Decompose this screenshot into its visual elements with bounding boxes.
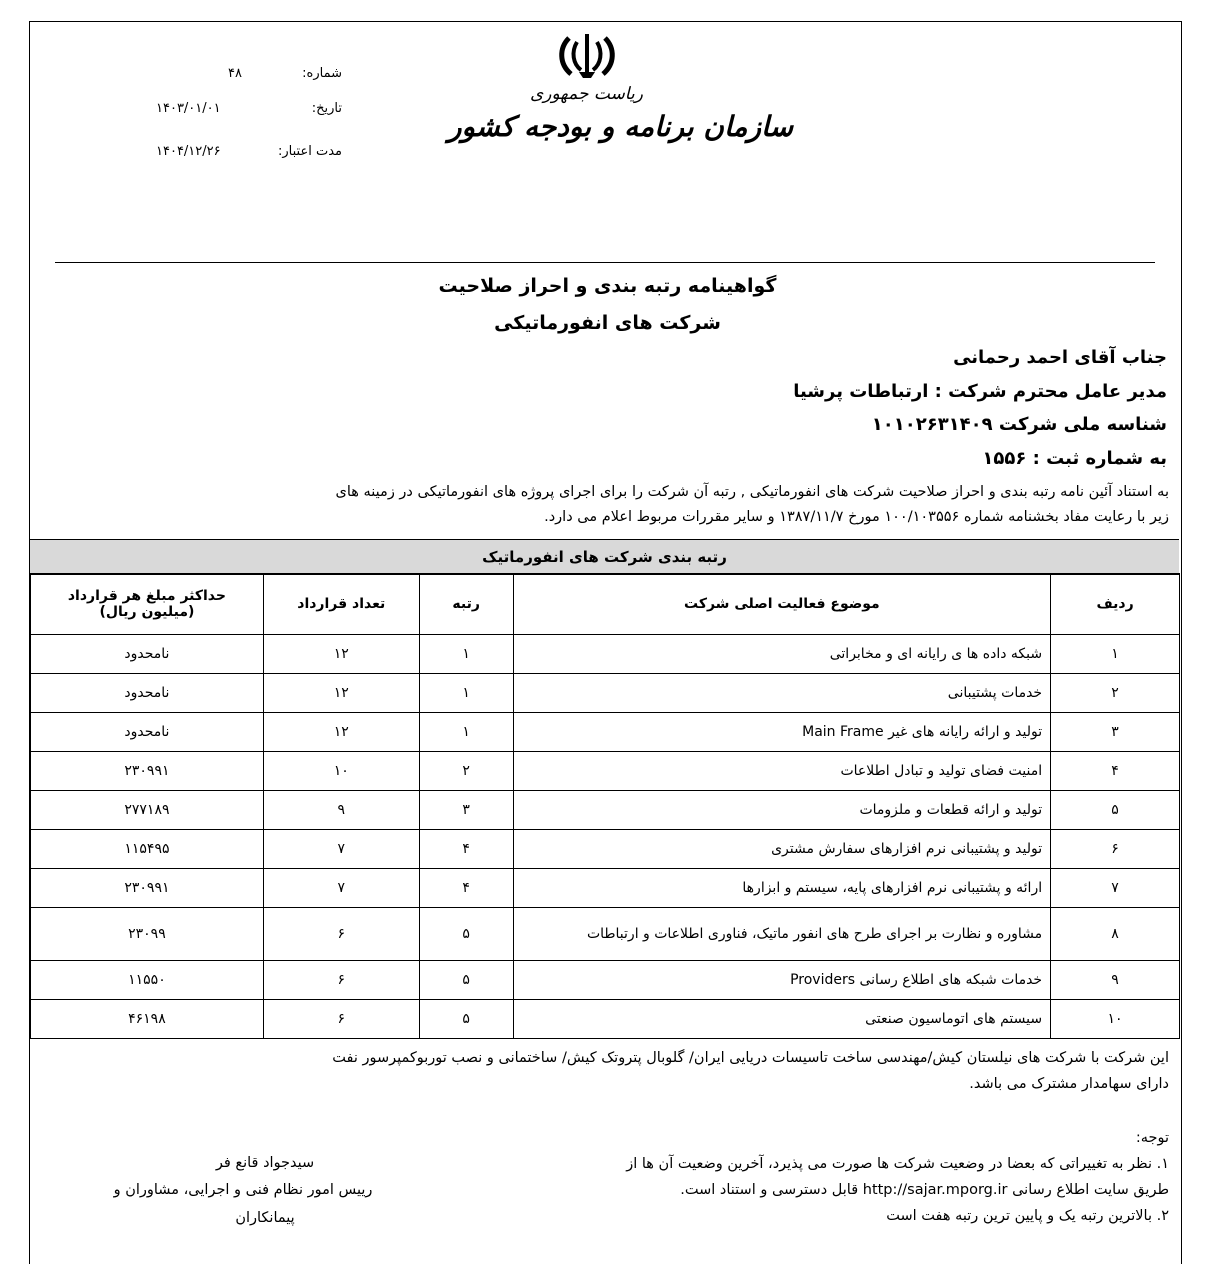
letter-validity-label: مدت اعتبار: [278,144,342,159]
cell-contract-count: ۹ [263,791,419,830]
cell-row-number: ۳ [1051,713,1180,752]
note-2: ۲. بالاترین رتبه یک و پایین ترین رتبه هفت است [886,1208,1169,1224]
signer-name: سیدجواد قانع فر [215,1155,315,1171]
signer-title-line-1: رییس امور نظام فنی و اجرایی، مشاوران و [113,1182,373,1198]
cell-rank: ۴ [419,869,513,908]
note-title: توجه: [1135,1130,1169,1146]
cell-max-amount: ۲۷۷۱۸۹ [31,791,264,830]
table-row [31,1000,1180,1039]
cell-contract-count: ۱۲ [263,713,419,752]
table-row [31,791,1180,830]
emblem-icon [555,30,619,80]
table-row [31,869,1180,908]
table-title: رتبه بندی شرکت های انفورماتیک [30,539,1179,575]
cell-row-number: ۱۰ [1051,1000,1180,1039]
cell-rank: ۵ [419,1000,513,1039]
note-1-line-1: ۱. نظر به تغییراتی که بعضا در وضعیت شرکت ها صورت می پذیرد، آخرین وضعیت آن ها از [626,1156,1169,1172]
cell-row-number: ۵ [1051,791,1180,830]
cell-contract-count: ۶ [263,908,419,961]
cell-max-amount: ۲۳۰۹۹ [31,908,264,961]
note-1-line-2: طریق سایت اطلاع رسانی http://sajar.mporg.ir قابل دسترسی و استناد است. [680,1182,1169,1198]
certificate-title: گواهینامه رتبه بندی و احراز صلاحیت [438,275,777,297]
letter-number-label: شماره: [302,66,342,81]
table-row [31,635,1180,674]
certificate-subtitle: شرکت های انفورماتیکی [494,312,721,334]
cell-row-number: ۶ [1051,830,1180,869]
cell-contract-count: ۷ [263,830,419,869]
signer-title-line-2: پیمانکاران [235,1210,295,1226]
letter-date-label: تاریخ: [311,101,342,116]
company-registration: به شماره ثبت : ۱۵۵۶ [982,448,1167,469]
intro-line-2: زیر با رعایت مفاد بخشنامه شماره ۱۰۰/۱۰۳۵۵۶ مورخ ۱۳۸۷/۱۱/۷ و سایر مقررات مربوط اعلام می دارد. [544,509,1169,525]
cell-activity: تولید و ارائه رایانه های غیر Main Frame [513,713,1050,752]
cell-max-amount: ۲۳۰۹۹۱ [31,752,264,791]
letter-validity [150,144,342,162]
cell-max-amount: نامحدود [31,674,264,713]
cell-activity: تولید و پشتیبانی نرم افزارهای سفارش مشتری [513,830,1050,869]
cell-row-number: ۷ [1051,869,1180,908]
ranking-table [30,573,1180,1039]
cell-rank: ۱ [419,713,513,752]
cell-rank: ۲ [419,752,513,791]
header-rank: رتبه [419,574,513,635]
cell-max-amount: نامحدود [31,713,264,752]
cell-contract-count: ۱۰ [263,752,419,791]
cell-rank: ۱ [419,635,513,674]
cell-contract-count: ۷ [263,869,419,908]
cell-rank: ۳ [419,791,513,830]
cell-activity: مشاوره و نظارت بر اجرای طرح های انفور ماتیک، فناوری اطلاعات و ارتباطات [513,908,1050,961]
cell-max-amount: ۱۱۵۵۰ [31,961,264,1000]
cell-rank: ۱ [419,674,513,713]
table-row [31,961,1180,1000]
cell-activity: خدمات پشتیبانی [513,674,1050,713]
header-row-number: ردیف [1051,574,1180,635]
cell-row-number: ۸ [1051,908,1180,961]
cell-row-number: ۱ [1051,635,1180,674]
cell-activity: شبکه داده ها ی رایانه ای و مخابراتی [513,635,1050,674]
cell-contract-count: ۱۲ [263,635,419,674]
cell-activity: ارائه و پشتیبانی نرم افزارهای پایه، سیستم و ابزارها [513,869,1050,908]
recipient-name: جناب آقای احمد رحمانی [953,347,1167,368]
intro-paragraph [54,480,1169,530]
shareholders-line-2: دارای سهامدار مشترک می باشد. [969,1076,1169,1092]
logo-title: سازمان برنامه و بودجه کشور [448,110,794,143]
cell-row-number: ۲ [1051,674,1180,713]
header-divider [55,262,1155,263]
shareholders-note [49,1045,1169,1097]
cell-max-amount: ۱۱۵۴۹۵ [31,830,264,869]
cell-max-amount: ۴۶۱۹۸ [31,1000,264,1039]
letter-number [150,66,342,84]
cell-row-number: ۹ [1051,961,1180,1000]
cell-rank: ۵ [419,908,513,961]
table-header-row [31,574,1180,635]
header-activity: موضوع فعالیت اصلی شرکت [513,574,1050,635]
letter-date-value: ۱۴۰۳/۰۱/۰۱ [156,101,221,116]
cell-activity: خدمات شبکه های اطلاع رسانی Providers [513,961,1050,1000]
cell-activity: تولید و ارائه قطعات و ملزومات [513,791,1050,830]
letter-number-value: ۴۸ [228,66,242,81]
company-national-id: شناسه ملی شرکت ۱۰۱۰۲۶۳۱۴۰۹ [871,414,1167,435]
cell-activity: سیستم های اتوماسیون صنعتی [513,1000,1050,1039]
cell-rank: ۵ [419,961,513,1000]
header-max-amount-line1: حداکثر مبلغ هر قرارداد [67,588,226,604]
cell-contract-count: ۶ [263,961,419,1000]
table-row [31,713,1180,752]
recipient-company: مدیر عامل محترم شرکت : ارتباطات پرشیا [793,381,1167,402]
header-max-amount [31,574,264,635]
cell-contract-count: ۶ [263,1000,419,1039]
cell-max-amount: ۲۳۰۹۹۱ [31,869,264,908]
table-row [31,674,1180,713]
header-contract-count: تعداد قرارداد [263,574,419,635]
letter-validity-value: ۱۴۰۴/۱۲/۲۶ [156,144,221,159]
intro-line-1: به استناد آئین نامه رتبه بندی و احراز صلاحیت شرکت های انفورماتیکی , رتبه آن شرکت را برای اجرای پروژه های انفورماتیکی در زمینه های [335,484,1169,500]
table-row [31,908,1180,961]
table-row [31,752,1180,791]
cell-contract-count: ۱۲ [263,674,419,713]
logo-subtitle: ریاست جمهوری [530,84,643,104]
cell-activity: امنیت فضای تولید و تبادل اطلاعات [513,752,1050,791]
shareholders-line-1: این شرکت با شرکت های نیلستان کیش/مهندسی ساخت تاسیسات دریایی ایران/ گلوبال پتروتک کیش/ ساختمانی و نصب توربوکمپرسور نفت [332,1050,1169,1066]
cell-row-number: ۴ [1051,752,1180,791]
cell-max-amount: نامحدود [31,635,264,674]
letter-date [150,101,342,119]
header-max-amount-line2: (میلیون ریال) [99,604,195,620]
cell-rank: ۴ [419,830,513,869]
table-row [31,830,1180,869]
